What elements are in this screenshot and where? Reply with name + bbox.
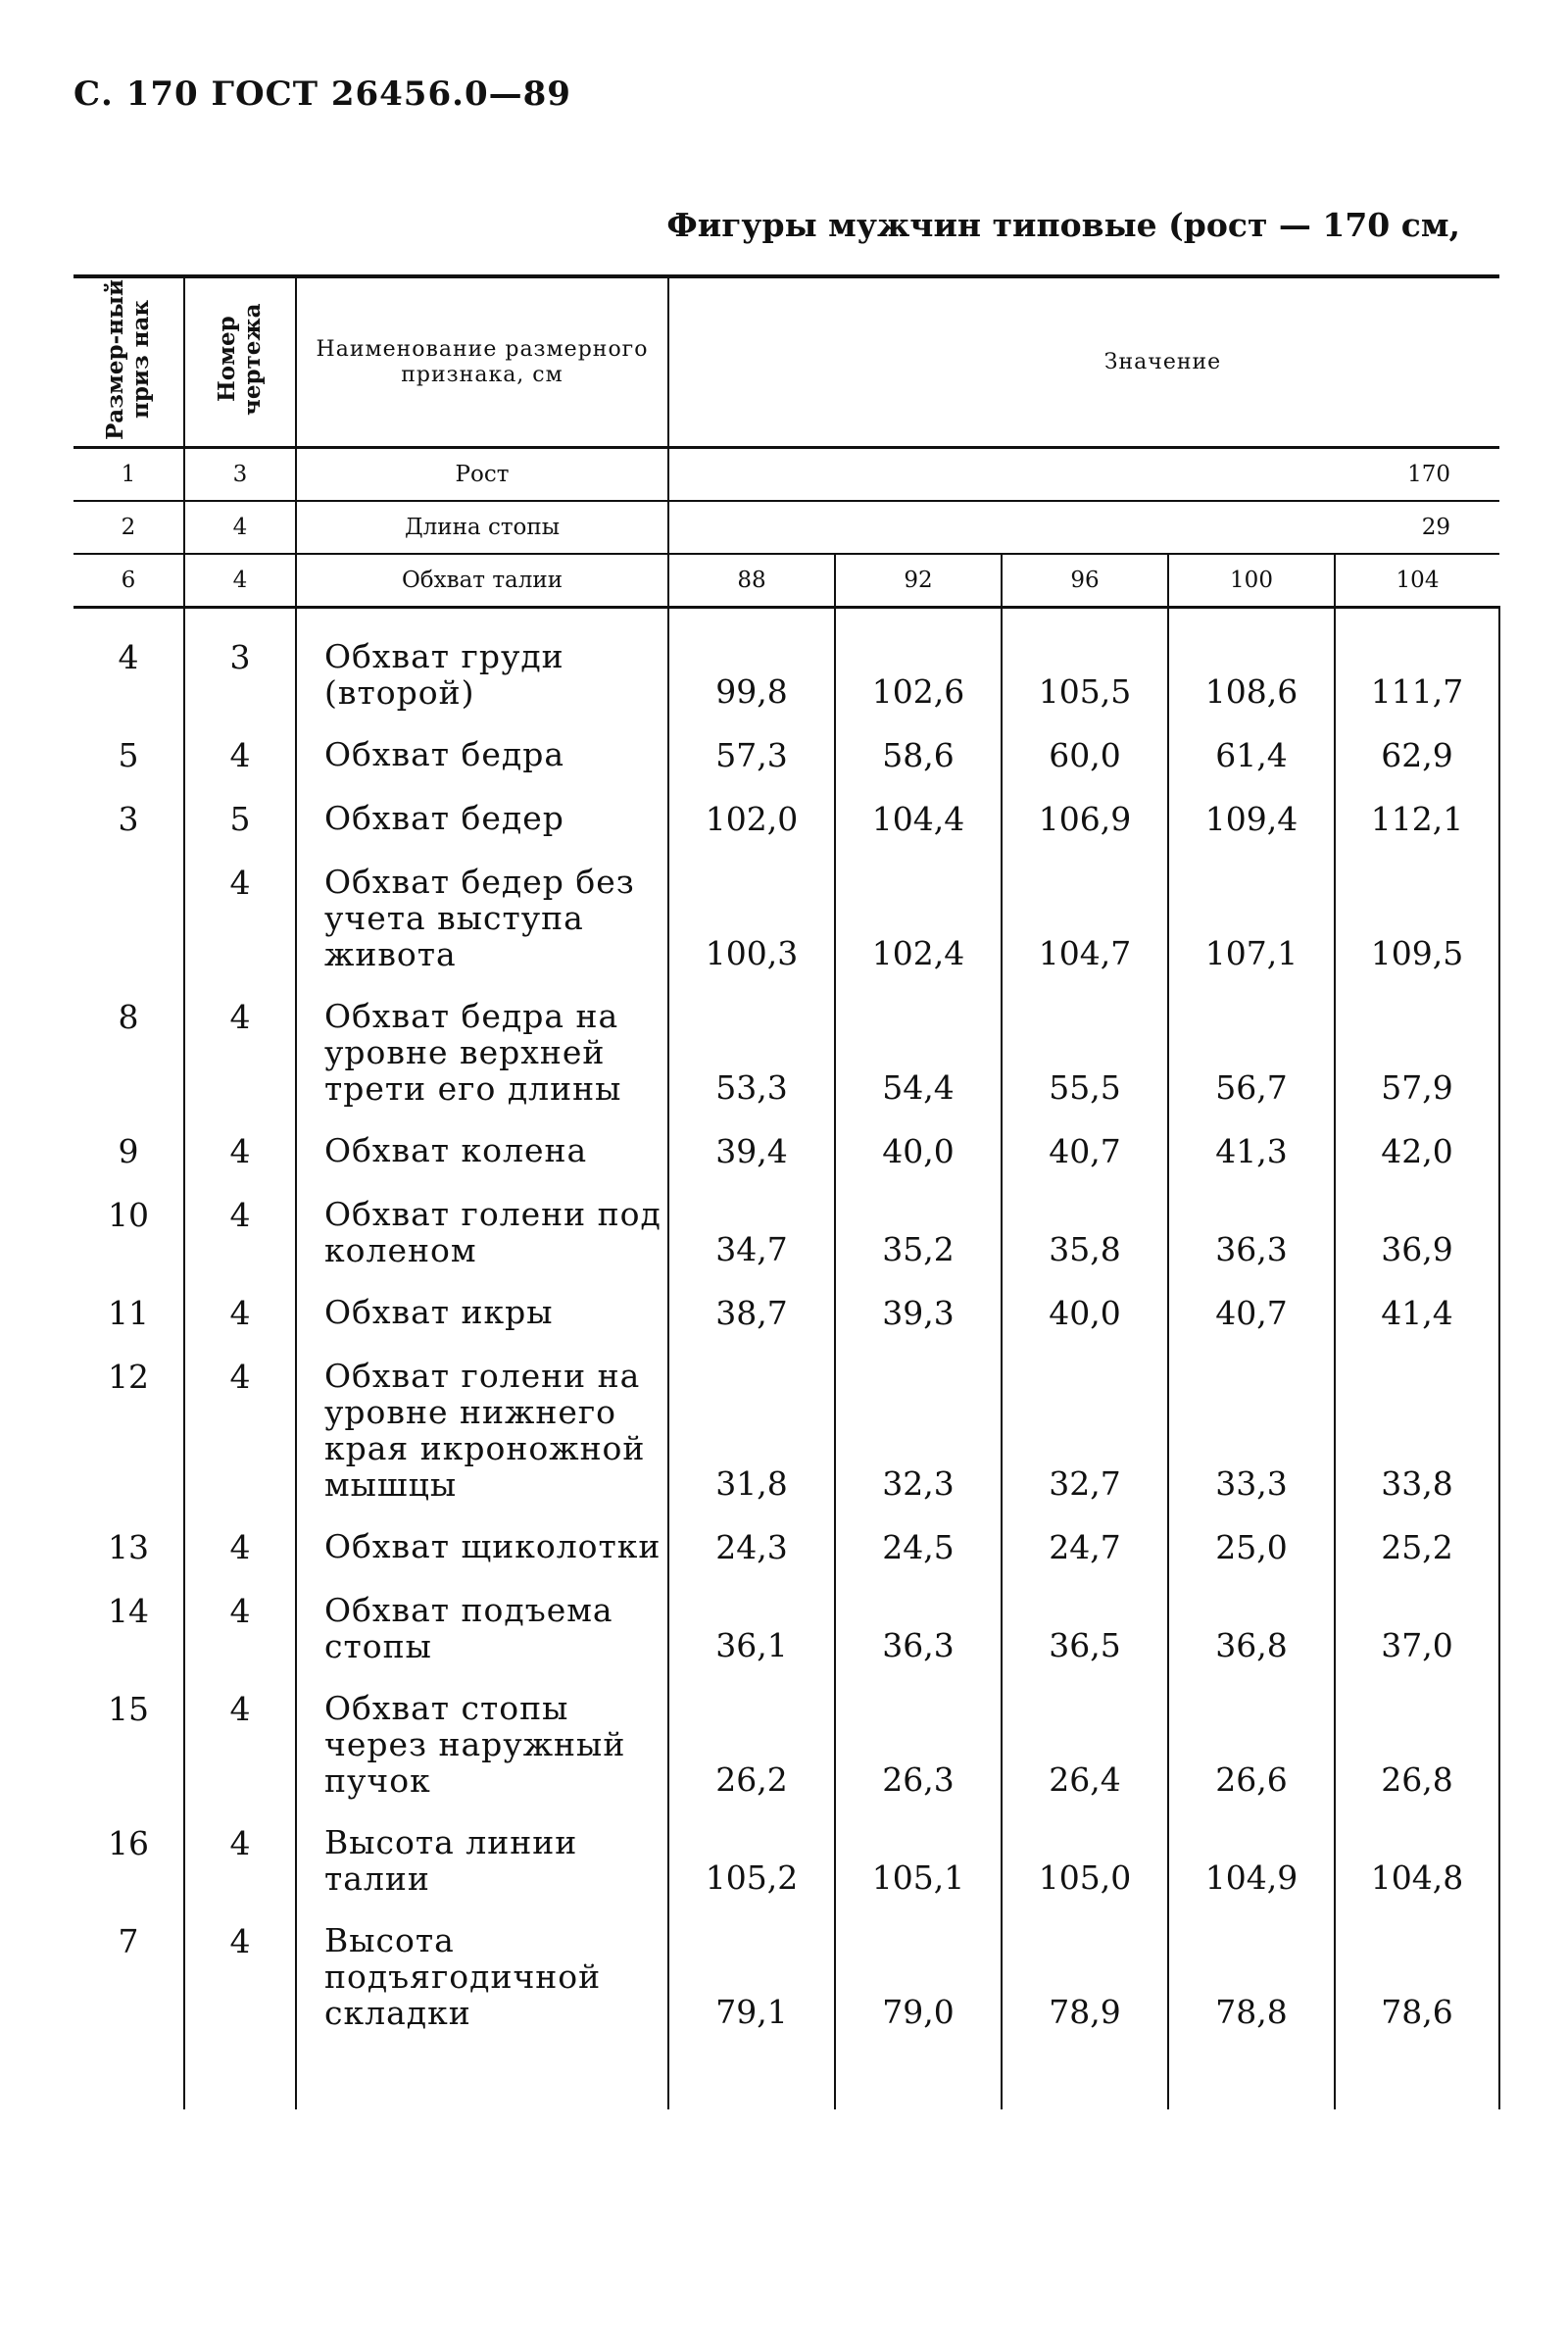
- sign-name: Обхват голени на уровне нижнего края икроножной мышцы: [296, 1346, 668, 1516]
- measurement-value: 42,0: [1335, 1120, 1499, 1184]
- measurement-value: 25,0: [1168, 1516, 1335, 1580]
- drawing-number: 4: [184, 1580, 296, 1678]
- waist-value: 104: [1335, 554, 1499, 608]
- drawing-number: 3: [184, 626, 296, 724]
- table-row: [74, 986, 1499, 1120]
- measurement-value: 36,3: [835, 1580, 1002, 1678]
- empty-cell: [1335, 2045, 1499, 2109]
- measurement-value: 108,6: [1168, 626, 1335, 724]
- waist-row: [74, 554, 1499, 608]
- measurement-value: 102,4: [835, 852, 1002, 986]
- dimensions-table: [74, 274, 1500, 2109]
- measurement-value: 104,9: [1168, 1812, 1335, 1910]
- col-header-name: Наименование размерного признака, см: [296, 276, 668, 448]
- size-sign-number: 8: [74, 986, 184, 1120]
- measurement-value: 41,4: [1335, 1282, 1499, 1346]
- size-sign-number: 6: [74, 554, 184, 608]
- drawing-number: 4: [184, 852, 296, 986]
- size-sign-number: [74, 852, 184, 986]
- sign-name: Обхват щиколотки: [296, 1516, 668, 1580]
- spacer-cell: [1002, 608, 1168, 627]
- table-row: [74, 1346, 1499, 1516]
- key-row: [74, 448, 1499, 502]
- measurement-value: 62,9: [1335, 724, 1499, 788]
- empty-cell: [668, 2045, 835, 2109]
- table-row: [74, 1812, 1499, 1910]
- measurement-value: 26,8: [1335, 1678, 1499, 1812]
- sign-name: Обхват икры: [296, 1282, 668, 1346]
- spacer-cell: [184, 608, 296, 627]
- col-header-value: Значение: [668, 276, 1499, 448]
- measurement-value: 41,3: [1168, 1120, 1335, 1184]
- sign-name: Обхват бедра на уровне верхней трети его длины: [296, 986, 668, 1120]
- measurement-value: 26,2: [668, 1678, 835, 1812]
- measurement-value: 26,6: [1168, 1678, 1335, 1812]
- measurement-value: 99,8: [668, 626, 835, 724]
- empty-cell: [296, 2045, 668, 2109]
- spacer-row: [74, 608, 1499, 627]
- measurement-value: 60,0: [1002, 724, 1168, 788]
- table-row: [74, 852, 1499, 986]
- table-row: [74, 1910, 1499, 2045]
- measurement-value: 58,6: [835, 724, 1002, 788]
- measurement-value: 104,7: [1002, 852, 1168, 986]
- table-row: [74, 1184, 1499, 1282]
- drawing-number: 4: [184, 1516, 296, 1580]
- measurement-value: 37,0: [1335, 1580, 1499, 1678]
- size-sign-number: 16: [74, 1812, 184, 1910]
- size-sign-number: 14: [74, 1580, 184, 1678]
- table-row: [74, 1678, 1499, 1812]
- measurement-value: 36,3: [1168, 1184, 1335, 1282]
- measurement-value: 31,8: [668, 1346, 835, 1516]
- measurement-value: 26,4: [1002, 1678, 1168, 1812]
- measurement-value: 104,4: [835, 788, 1002, 852]
- table-row: [74, 724, 1499, 788]
- measurement-value: 40,0: [1002, 1282, 1168, 1346]
- waist-value: 88: [668, 554, 835, 608]
- size-sign-number: 15: [74, 1678, 184, 1812]
- measurement-value: 102,6: [835, 626, 1002, 724]
- measurement-value: 109,5: [1335, 852, 1499, 986]
- measurement-value: 40,7: [1168, 1282, 1335, 1346]
- measurement-value: 32,7: [1002, 1346, 1168, 1516]
- table-row: [74, 788, 1499, 852]
- drawing-number: 4: [184, 1184, 296, 1282]
- drawing-number: 4: [184, 1282, 296, 1346]
- measurement-value: 112,1: [1335, 788, 1499, 852]
- drawing-number: 4: [184, 501, 296, 554]
- measurement-value: 104,8: [1335, 1812, 1499, 1910]
- sign-name: Обхват талии: [296, 554, 668, 608]
- measurement-value: 111,7: [1335, 626, 1499, 724]
- measurement-value: 78,9: [1002, 1910, 1168, 2045]
- waist-value: 92: [835, 554, 1002, 608]
- measurement-value: 35,2: [835, 1184, 1002, 1282]
- sign-name: Высота линии талии: [296, 1812, 668, 1910]
- size-sign-number: 4: [74, 626, 184, 724]
- measurement-value: 36,1: [668, 1580, 835, 1678]
- sign-value: 170: [668, 448, 1499, 502]
- drawing-number: 4: [184, 554, 296, 608]
- measurement-value: 109,4: [1168, 788, 1335, 852]
- measurement-value: 54,4: [835, 986, 1002, 1120]
- sign-name: Длина стопы: [296, 501, 668, 554]
- size-sign-number: 10: [74, 1184, 184, 1282]
- measurement-value: 57,9: [1335, 986, 1499, 1120]
- sign-name: Обхват колена: [296, 1120, 668, 1184]
- drawing-number: 4: [184, 1678, 296, 1812]
- size-sign-number: 7: [74, 1910, 184, 2045]
- drawing-number: 4: [184, 1120, 296, 1184]
- measurement-value: 24,5: [835, 1516, 1002, 1580]
- col-header-size-sign: Размер-ный приз нак: [74, 276, 184, 448]
- measurement-value: 36,5: [1002, 1580, 1168, 1678]
- sign-name: Обхват бедра: [296, 724, 668, 788]
- measurement-value: 36,9: [1335, 1184, 1499, 1282]
- spacer-cell: [74, 608, 184, 627]
- empty-cell: [74, 2045, 184, 2109]
- table-row: [74, 1516, 1499, 1580]
- table-row: [74, 1120, 1499, 1184]
- spacer-cell: [1168, 608, 1335, 627]
- measurement-value: 107,1: [1168, 852, 1335, 986]
- sign-name: Высота подъягодичной складки: [296, 1910, 668, 2045]
- drawing-number: 4: [184, 1346, 296, 1516]
- table-row: [74, 1282, 1499, 1346]
- size-sign-number: 1: [74, 448, 184, 502]
- drawing-number: 4: [184, 1812, 296, 1910]
- measurement-value: 24,7: [1002, 1516, 1168, 1580]
- measurement-value: 106,9: [1002, 788, 1168, 852]
- size-sign-number: 3: [74, 788, 184, 852]
- measurement-value: 32,3: [835, 1346, 1002, 1516]
- sign-value: 29: [668, 501, 1499, 554]
- sign-name: Обхват подъема стопы: [296, 1580, 668, 1678]
- empty-cell: [1168, 2045, 1335, 2109]
- spacer-cell: [835, 608, 1002, 627]
- measurement-value: 78,8: [1168, 1910, 1335, 2045]
- spacer-cell: [1335, 608, 1499, 627]
- drawing-number: 5: [184, 788, 296, 852]
- table-row: [74, 1580, 1499, 1678]
- measurement-value: 57,3: [668, 724, 835, 788]
- size-sign-number: 9: [74, 1120, 184, 1184]
- size-sign-number: 2: [74, 501, 184, 554]
- drawing-number: 3: [184, 448, 296, 502]
- measurement-value: 61,4: [1168, 724, 1335, 788]
- spacer-cell: [668, 608, 835, 627]
- measurement-value: 25,2: [1335, 1516, 1499, 1580]
- key-row: [74, 501, 1499, 554]
- page-header: С. 170 ГОСТ 26456.0—89: [74, 74, 571, 114]
- measurement-value: 53,3: [668, 986, 835, 1120]
- waist-value: 96: [1002, 554, 1168, 608]
- table-row: [74, 626, 1499, 724]
- empty-cell: [184, 2045, 296, 2109]
- measurement-value: 55,5: [1002, 986, 1168, 1120]
- measurement-value: 105,1: [835, 1812, 1002, 1910]
- measurement-value: 33,8: [1335, 1346, 1499, 1516]
- measurement-value: 105,0: [1002, 1812, 1168, 1910]
- measurement-value: 79,0: [835, 1910, 1002, 2045]
- sign-name: Обхват голени под коленом: [296, 1184, 668, 1282]
- drawing-number: 4: [184, 724, 296, 788]
- measurement-value: 79,1: [668, 1910, 835, 2045]
- measurement-value: 39,4: [668, 1120, 835, 1184]
- sign-name: Обхват бедер: [296, 788, 668, 852]
- sign-name: Рост: [296, 448, 668, 502]
- size-sign-number: 12: [74, 1346, 184, 1516]
- measurement-value: 102,0: [668, 788, 835, 852]
- size-sign-number: 5: [74, 724, 184, 788]
- size-sign-number: 13: [74, 1516, 184, 1580]
- measurement-value: 100,3: [668, 852, 835, 986]
- col-header-drawing-number: Номер чертежа: [184, 276, 296, 448]
- empty-cell: [835, 2045, 1002, 2109]
- empty-cell: [1002, 2045, 1168, 2109]
- waist-value: 100: [1168, 554, 1335, 608]
- measurement-value: 36,8: [1168, 1580, 1335, 1678]
- sign-name: Обхват груди (второй): [296, 626, 668, 724]
- drawing-number: 4: [184, 1910, 296, 2045]
- measurement-value: 33,3: [1168, 1346, 1335, 1516]
- measurement-value: 105,2: [668, 1812, 835, 1910]
- measurement-value: 56,7: [1168, 986, 1335, 1120]
- measurement-value: 34,7: [668, 1184, 835, 1282]
- sign-name: Обхват бедер без учета выступа живота: [296, 852, 668, 986]
- drawing-number: 4: [184, 986, 296, 1120]
- measurement-value: 39,3: [835, 1282, 1002, 1346]
- measurement-value: 78,6: [1335, 1910, 1499, 2045]
- measurement-value: 35,8: [1002, 1184, 1168, 1282]
- measurement-value: 105,5: [1002, 626, 1168, 724]
- table-title: Фигуры мужчин типовые (рост — 170 см,: [666, 206, 1460, 244]
- measurement-value: 40,0: [835, 1120, 1002, 1184]
- spacer-cell: [296, 608, 668, 627]
- sign-name: Обхват стопы через наружный пучок: [296, 1678, 668, 1812]
- measurement-value: 38,7: [668, 1282, 835, 1346]
- trailing-row: [74, 2045, 1499, 2109]
- measurement-value: 24,3: [668, 1516, 835, 1580]
- size-sign-number: 11: [74, 1282, 184, 1346]
- measurement-value: 40,7: [1002, 1120, 1168, 1184]
- measurement-value: 26,3: [835, 1678, 1002, 1812]
